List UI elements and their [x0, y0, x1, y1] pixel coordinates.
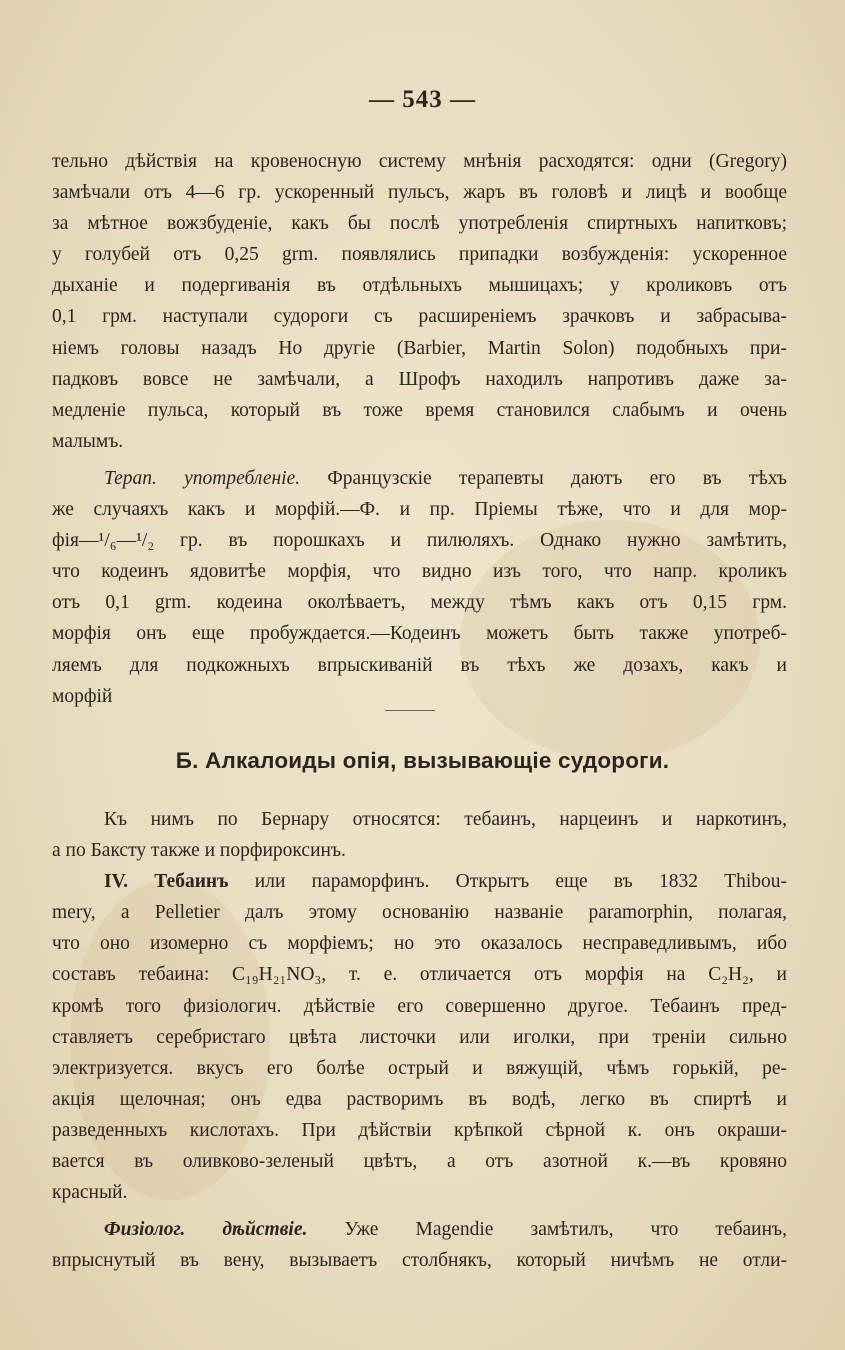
roman-numeral: IV.: [104, 871, 129, 893]
term-thebaine: Тебаинъ: [154, 871, 229, 893]
text-line: же случаяхъ какъ и морфій.—Ф. и пр. Пріемы тѣже, что и для мор-: [52, 499, 787, 521]
text-line: морфія онъ еще пробуждается.—Кодеинъ можетъ быть также употреб-: [52, 623, 787, 645]
text-line: электризуется. вкусъ его болѣе острый и вяжущій, чѣмъ горькій, ре-: [52, 1057, 787, 1079]
text-line: акція щелочная; онъ едва растворимъ въ водѣ, легко въ спиртѣ и: [52, 1088, 787, 1110]
text-block-bottom: [52, 804, 787, 1276]
text-line: замѣчали отъ 4—6 гр. ускоренный пульсъ, жаръ въ головѣ и лицѣ и вообще: [52, 182, 787, 204]
text-line: морфій: [52, 685, 113, 707]
text-line: вается въ оливково-зеленый цвѣтъ, а отъ азотной к.—въ кровяно: [52, 1151, 787, 1173]
text-line: у голубей отъ 0,25 grm. появлялись припадки возбужденія: ускоренное: [52, 244, 787, 266]
section-lead-physiology: Физіолог. дѣйствіе.: [104, 1219, 308, 1241]
text-line: составъ тебаина: C₁₉H₂₁NO₃, т. е. отличается отъ морфія на C₂H₂, и: [52, 964, 787, 986]
text-line: а по Баксту также и порфироксинъ.: [52, 840, 346, 862]
text-line: впрыснутый въ вену, вызываетъ столбнякъ, который ничѣмъ не отли-: [52, 1250, 787, 1272]
text-line: ляемъ для подкожныхъ впрыскиваній въ тѣхъ же дозахъ, какъ и: [52, 654, 787, 676]
text-line: медленіе пульса, который въ тоже время становился слабымъ и очень: [52, 399, 787, 421]
text-line: дыханіе и подергиванія въ отдѣльныхъ мышицахъ; у кроликовъ отъ: [52, 275, 787, 297]
text-line: ніемъ головы назадъ Но другіе (Barbier, Martin Solon) подобныхъ при-: [52, 337, 787, 359]
text-line: фія—¹/₆—¹/₂ гр. въ порошкахъ и пилюляхъ. Однако нужно замѣтить,: [52, 530, 787, 552]
text-line: малымъ.: [52, 430, 124, 452]
text-line: mery, а Pelletier далъ этому основанію названіе paramorphin, полагая,: [52, 902, 787, 924]
text-line: тельно дѣйствія на кровеносную систему мнѣнія расходятся: одни (Gregory): [52, 151, 787, 172]
text-line: Физіолог. дѣйствіе. Уже Magendie замѣтилъ, что тебаинъ,: [104, 1219, 787, 1241]
section-divider: [385, 710, 435, 711]
text-line: IV. Тебаинъ или параморфинъ. Открытъ еще въ 1832 Thibou-: [104, 871, 788, 893]
text-line: 0,1 грм. наступали судороги съ расширеніемъ зрачковъ и забрасыва-: [52, 306, 787, 328]
text-line: за мѣтное вожзбуденіе, какъ бы послѣ употребленія спиртныхъ напитковъ;: [52, 213, 787, 235]
text-block-top: [52, 146, 787, 712]
text-line: Къ нимъ по Бернару относятся: тебаинъ, нарцеинъ и наркотинъ,: [104, 809, 787, 830]
section-heading: Б. Алкалоиды опія, вызывающіе судороги.: [175, 748, 670, 773]
text-line: красный.: [52, 1182, 128, 1204]
text-line: что оно изомерно съ морфіемъ; но это оказалось несправедливымъ, ибо: [52, 933, 787, 955]
text-line: что кодеинъ ядовитѣе морфія, что видно изъ того, что напр. кроликъ: [52, 561, 787, 583]
page-number: — 543 —: [369, 86, 476, 113]
section-lead-therapy: Терап. употребленіе.: [104, 467, 301, 489]
text-line: отъ 0,1 grm. кодеина околѣваетъ, между тѣмъ какъ отъ 0,15 грм.: [52, 592, 787, 614]
text-line: кромѣ того физіологич. дѣйствіе его совершенно другое. Тебаинъ пред-: [52, 995, 787, 1017]
text-line: ставляетъ серебристаго цвѣта листочки или иголки, при треніи сильно: [52, 1026, 787, 1048]
text-line: разведенныхъ кислотахъ. При дѣйствіи крѣпкой сѣрной к. онъ окраши-: [52, 1119, 787, 1141]
text-line: Терап. употребленіе. Французскіе терапевты даютъ его въ тѣхъ: [104, 467, 787, 489]
text-line: падковъ вовсе не замѣчали, а Шрофъ находилъ напротивъ даже за-: [52, 368, 787, 390]
